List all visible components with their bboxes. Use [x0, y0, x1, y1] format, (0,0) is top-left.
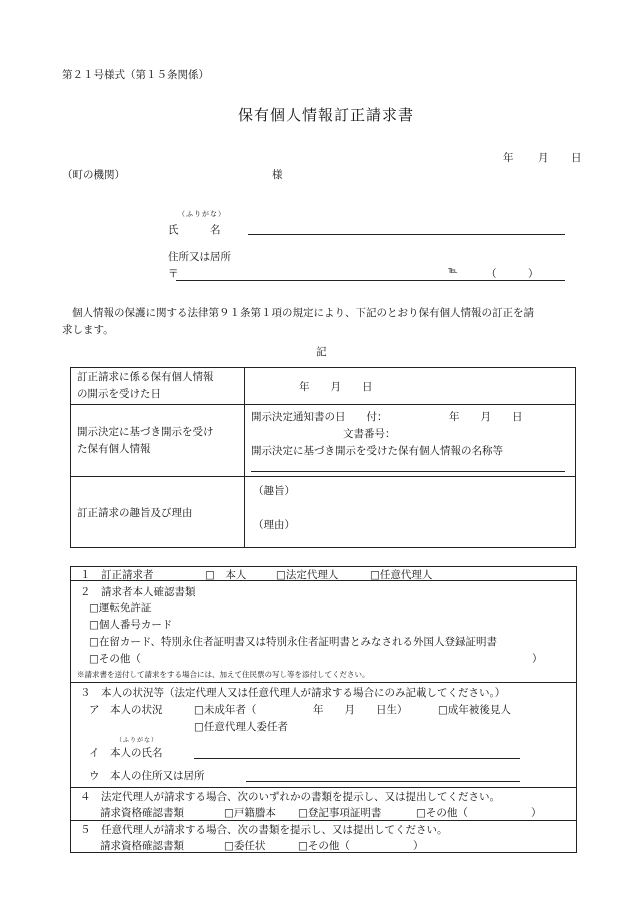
other-id-close-paren: ） [532, 653, 543, 665]
divider [70, 787, 576, 788]
name-ruby-label: （ふりがな） [178, 210, 226, 218]
disclosed-date-cell[interactable] [245, 368, 576, 405]
sec4-close-paren: ） [531, 807, 542, 819]
checkbox-drivers-license[interactable]: □運転免許証 [89, 602, 152, 614]
person-name-line[interactable] [194, 758, 520, 759]
checkbox-my-number-card[interactable]: □個人番号カード [89, 619, 173, 631]
checkbox-other-id[interactable]: □その他（ [89, 653, 141, 665]
sec1-label: １ 訂正請求者 [80, 569, 154, 581]
checkbox-voluntary-agent[interactable]: □任意代理人 [370, 569, 433, 581]
checkbox-sec4-other[interactable]: □その他（ [416, 807, 468, 819]
document-number-label: 文書番号： [343, 428, 396, 440]
postal-mark: 〒 [168, 268, 179, 280]
reason-cell[interactable] [245, 477, 576, 548]
form-title: 保有個人情報訂正請求書 [238, 106, 415, 124]
divider [70, 682, 576, 683]
tel-icon: ℡ [448, 266, 458, 276]
disclosed-date-label [71, 368, 245, 405]
name-input-line[interactable] [248, 234, 565, 235]
body-text-line2: 求します。 [62, 324, 114, 336]
sec2-label: ２ 請求者本人確認書類 [80, 586, 196, 598]
sec5-close-paren: ） [413, 840, 424, 852]
info-name-line[interactable] [251, 471, 565, 472]
tel-paren: （ ） [486, 268, 539, 280]
sec4-label: ４ 法定代理人が請求する場合、次のいずれかの書類を提示し、又は提出してください。 [80, 791, 500, 803]
sec3-label: ３ 本人の状況等（法定代理人又は任意代理人が請求する場合にのみ記載してください。） [80, 687, 506, 699]
date-year: 年 [503, 152, 514, 164]
form-id: 第２１号様式（第１５条関係） [62, 69, 209, 81]
riyu-label: （理由） [253, 519, 295, 531]
sec5-docs-label: 請求資格確認書類 [100, 840, 184, 852]
disclosed-info-label-line1: 開示決定に基づき開示を受け [77, 425, 214, 438]
request-table [70, 367, 576, 548]
disclosed-date-label-line1: 訂正請求に係る保有個人情報 [77, 371, 214, 383]
date-month: 月 [538, 152, 549, 164]
shushi-label: （趣旨） [253, 485, 295, 497]
person-address-line[interactable] [246, 781, 520, 782]
disclosed-info-cell[interactable] [245, 405, 576, 477]
divider [70, 820, 576, 821]
sec4-docs-label: 請求資格確認書類 [100, 807, 184, 819]
person-name-ruby: （ふりがな） [116, 737, 159, 744]
agency-label: （町の機関） [62, 169, 125, 181]
checkbox-delegator[interactable]: □任意代理人委任者 [194, 721, 288, 733]
body-text-line1: 個人情報の保護に関する法律第９１条第１項の規定により、下記のとおり保有個人情報の訂正を請 [72, 307, 534, 319]
person-address-label: ウ 本人の住所又は居所 [89, 770, 205, 782]
disclosed-date-value: 年 月 日 [299, 380, 373, 393]
reason-label: 訂正請求の趣旨及び理由 [71, 477, 245, 548]
minor-birthdate: 年 月 日生） [313, 704, 408, 716]
notice-date-value: 年 月 日 [449, 411, 523, 423]
disclosed-date-label-line2: の開示を受けた日 [77, 388, 161, 400]
checkbox-registry-certificate[interactable]: □登記事項証明書 [298, 807, 382, 819]
checkbox-residence-card[interactable]: □在留カード、特別永住者証明書又は特別永住者証明書とみなされる外国人登録証明書 [89, 636, 497, 648]
ki-label: 記 [316, 346, 327, 358]
info-name-label: 開示決定に基づき開示を受けた保有個人情報の名称等 [251, 445, 503, 457]
checkbox-self[interactable]: □ 本人 [205, 569, 247, 581]
checkbox-family-register[interactable]: □戸籍謄本 [224, 807, 276, 819]
mail-request-note: ※請求書を送付して請求をする場合には、加えて住民票の写し等を添付してください。 [77, 670, 370, 679]
checkbox-minor[interactable]: □未成年者（ [194, 704, 257, 716]
disclosed-info-label-line2: た保有個人情報 [77, 442, 151, 455]
person-status-label: ア 本人の状況 [89, 704, 163, 716]
checkbox-adult-ward[interactable]: □成年被後見人 [438, 704, 511, 716]
notice-date-label: 開示決定通知書の日 付： [251, 411, 388, 423]
checkbox-power-of-attorney[interactable]: □委任状 [224, 840, 266, 852]
sama-label: 様 [272, 169, 283, 181]
checkbox-sec5-other[interactable]: □その他（ [298, 840, 350, 852]
sec5-label: ５ 任意代理人が請求する場合、次の書類を提示し、又は提出してください。 [80, 824, 448, 836]
address-label: 住所又は居所 [168, 251, 231, 263]
person-name-label: イ 本人の氏名 [89, 747, 163, 759]
date-day: 日 [571, 152, 582, 164]
disclosed-info-label [71, 405, 245, 477]
name-label: 氏 名 [168, 224, 221, 236]
checkbox-legal-agent[interactable]: □法定代理人 [276, 569, 339, 581]
